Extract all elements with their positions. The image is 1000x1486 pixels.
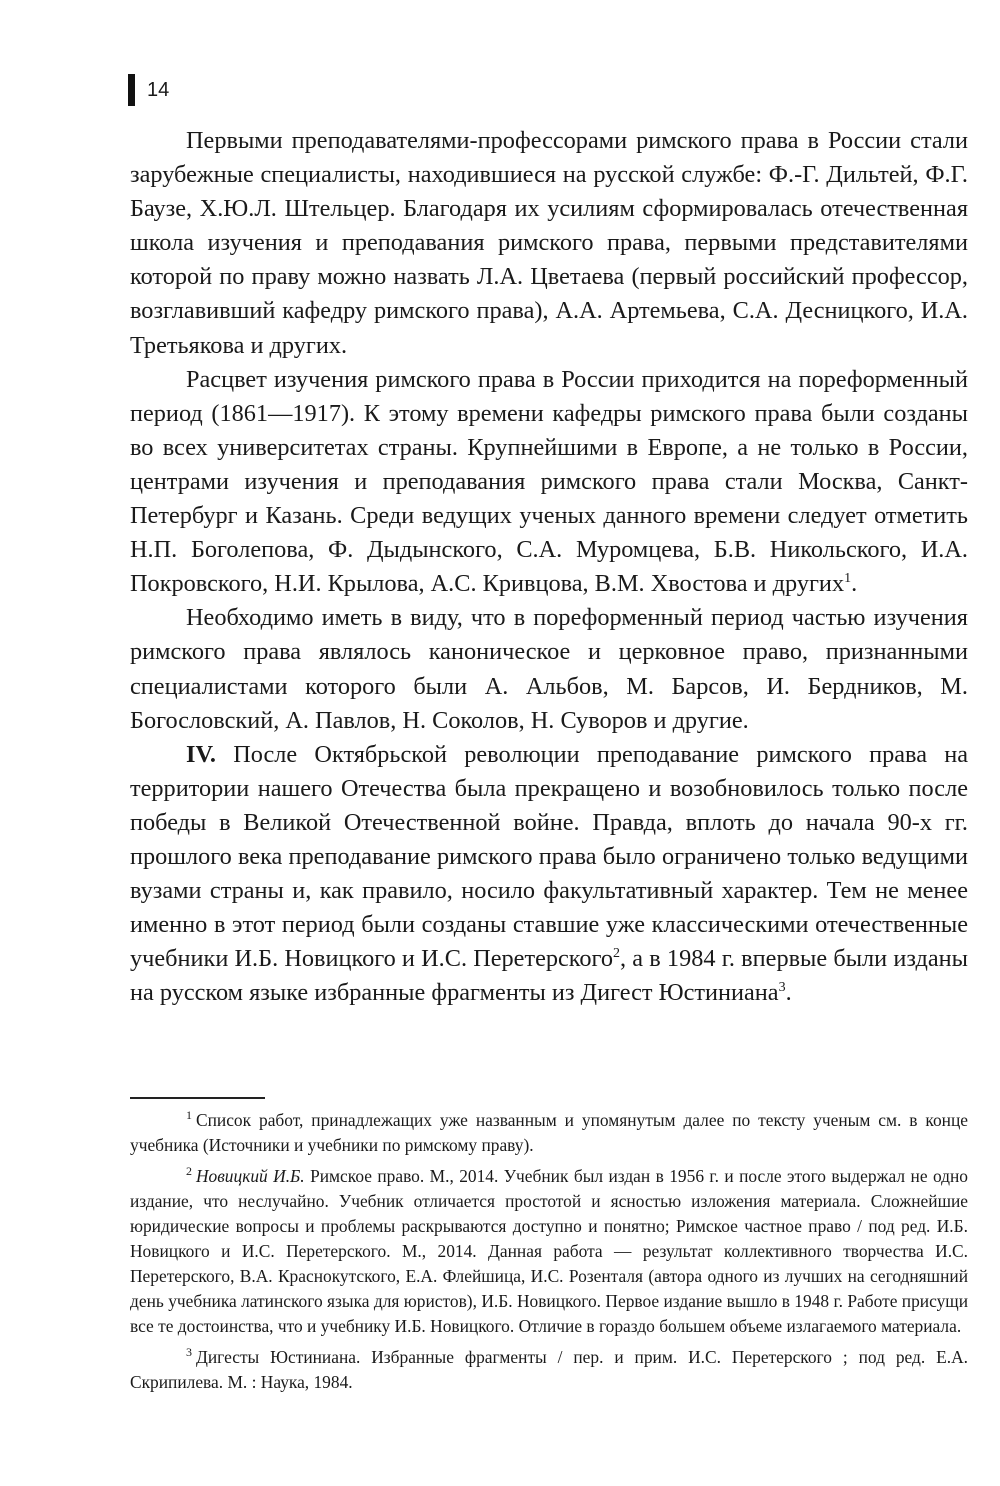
paragraph-2 bbox=[130, 363, 968, 602]
paragraph-text: Первыми преподавателями-профессорами римского права в России стали зарубежные специалисты, находившиеся на русской службе: Ф.-Г. Дильтей, Ф.Г. Баузе, Х.Ю.Л. Штельцер. Благодаря их усилиям сформировалась отечественная школа изучения и преподавания римского права, первыми представителями которой по праву можно назвать Л.А. Цветаева (первый российский профессор, возглавивший кафедру римского права), А.А. Артемьева, С.А. Десницкого, И.А. Третьякова и других. bbox=[130, 127, 968, 359]
paragraph-text-end: . bbox=[785, 979, 792, 1007]
paragraph-4 bbox=[130, 738, 968, 1011]
paragraph-text-tail: . bbox=[851, 570, 858, 598]
footnote-2 bbox=[130, 1164, 968, 1339]
paragraph-1 bbox=[130, 124, 968, 363]
paragraph-text: После Октябрьской революции преподавание римского права на территории нашего Отечества была прекращено и возобновилось только после победы в Великой Отечественной войне. Правда, вплоть до начала 90-х гг. прошлого века преподавание римского права было ограничено только ведущими вузами страны и, как правило, носило факультативный характер. Тем не менее именно в этот период были созданы ставшие уже классическими отечественные учебники И.Б. Новицкого и И.С. Перетерского bbox=[130, 740, 968, 973]
footnotes bbox=[130, 1108, 968, 1395]
footnote-3 bbox=[130, 1345, 968, 1395]
paragraph-text-tail: , а в 1984 г. впервые были изданы на русском языке избранные фрагменты из Дигест Юстиниана bbox=[130, 945, 968, 1007]
footnote-ref-3[interactable]: 3 bbox=[778, 980, 786, 996]
header-bar-mark bbox=[128, 74, 135, 106]
footnote-text: Римское право. М., 2014. Учебник был издан в 1956 г. и после этого выдержал не одно издание, что неслучайно. Учебник отличается простотой и ясностью изложения материала. Сложнейшие юридические вопросы и проблемы раскрываются доступно и понятно; Римское частное право / под ред. И.Б. Новицкого и И.С. Перетерского. М., 2014. Данная работа — результат коллективного творчества И.С. Перетерского, В.А. Краснокутского, Е.А. Флейшица, И.С. Розенталя (автора одного из лучших на сегодняшний день учебника латинского языка для юристов), И.Б. Новицкого. Первое издание вышло в 1948 г. Работе присущи все те достоинства, что и учебнику И.Б. Новицкого. Отличие в гораздо большем объеме излагаемого материала. bbox=[130, 1166, 968, 1336]
paragraph-text: Расцвет изучения римского права в России приходится на пореформенный период (1861—1917). К этому времени кафедры римского права были созданы во всех университетах страны. Крупнейшими в Европе, а не только в России, центрами изучения и преподавания римского права стали Москва, Санкт-Петербург и Казань. Среди ведущих ученых данного времени следует отметить Н.П. Боголепова, Ф. Дыдынского, С.А. Муромцева, Б.В. Никольского, И.А. Покровского, Н.И. Крылова, А.С. Кривцова, В.М. Хвостова и других bbox=[130, 365, 968, 598]
footnote-ref-1[interactable]: 1 bbox=[844, 571, 852, 587]
footnote-author: Новицкий И.Б. bbox=[196, 1166, 305, 1186]
page-number: 14 bbox=[147, 78, 170, 101]
footnote-text: Дигесты Юстиниана. Избранные фрагменты / пер. и прим. И.С. Перетерского ; под ред. Е.А. Скрипилева. М. : Наука, 1984. bbox=[130, 1347, 968, 1392]
footnote-1 bbox=[130, 1108, 968, 1158]
footnote-marker: 2 bbox=[186, 1164, 192, 1179]
footnote-marker: 3 bbox=[186, 1345, 192, 1360]
footnote-ref-2[interactable]: 2 bbox=[613, 946, 621, 962]
footnote-marker: 1 bbox=[186, 1108, 192, 1123]
footnote-text: Список работ, принадлежащих уже названным и упомянутым далее по тексту ученым см. в конце учебника (Источники и учебники по римскому праву). bbox=[130, 1110, 968, 1155]
page-header bbox=[128, 72, 169, 108]
paragraph-3 bbox=[130, 601, 968, 737]
section-numeral: IV. bbox=[186, 740, 216, 768]
main-text bbox=[130, 124, 968, 1010]
paragraph-text: Необходимо иметь в виду, что в пореформенный период частью изучения римского права являлось каноническое и церковное право, признанными специалистами которого были А. Альбов, М. Барсов, И. Бердников, М. Богословский, А. Павлов, Н. Соколов, Н. Суворов и другие. bbox=[130, 604, 968, 734]
footnote-separator bbox=[130, 1097, 265, 1099]
